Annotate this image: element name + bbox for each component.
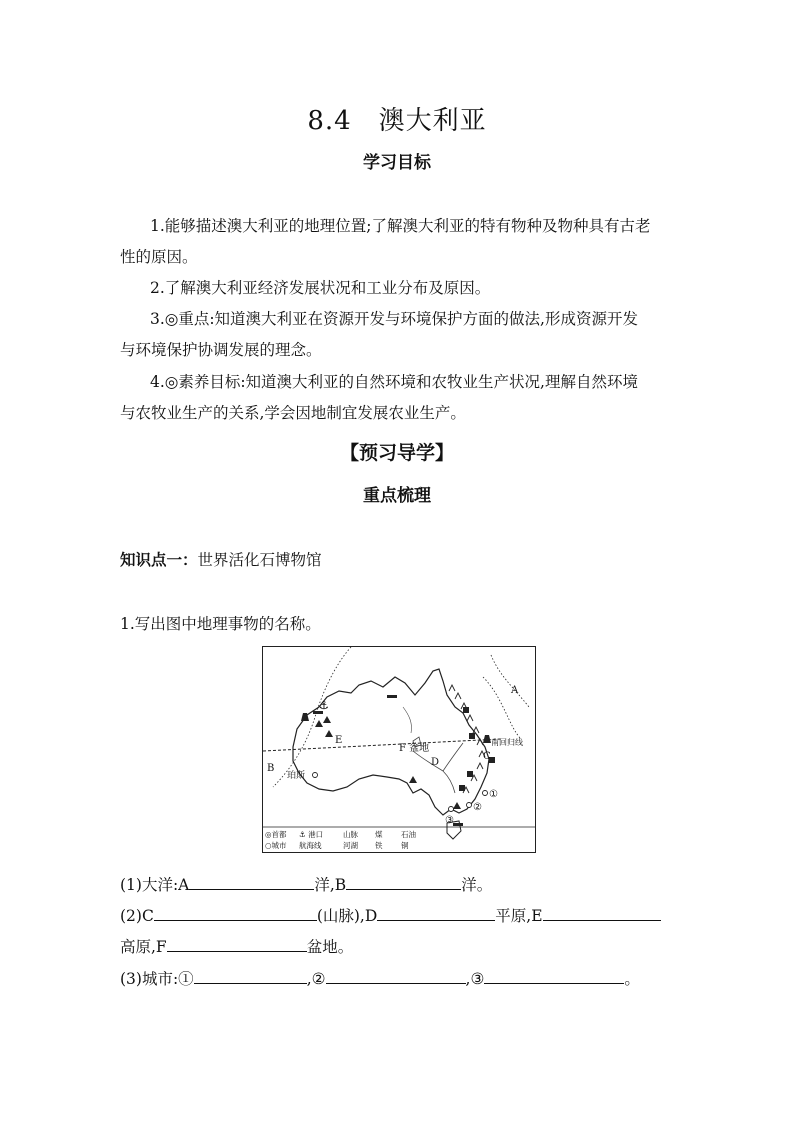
answer-1 [120,873,492,895]
svg-text:石油: 石油 [401,830,416,839]
answer-3-suffix: 。 [624,970,640,988]
svg-text:○城市: ○城市 [265,841,287,850]
objective-1-line2: 性的原因。 [120,248,198,266]
blank-mountain-c[interactable] [154,904,317,921]
coal-symbols [459,707,495,791]
svg-text:铁: 铁 [375,841,383,850]
label-e: E [335,735,343,746]
svg-text:航海线: 航海线 [299,841,322,850]
svg-text:河湖: 河湖 [343,841,358,850]
answer-1-mid: 洋,B [314,876,347,894]
city-perth [313,773,318,778]
objective-2 [120,273,676,304]
label-b: B [267,763,275,774]
svg-text:◎首都: ◎首都 [265,830,287,839]
answer-2b-prefix: 高原,F [120,938,167,956]
answer-2-prefix: (2)C [120,907,154,925]
label-d: D [431,757,440,768]
label-c: C [483,751,491,762]
svg-text:煤: 煤 [375,830,383,839]
city-2 [467,803,472,808]
answer-2 [120,904,661,926]
learning-objectives-heading: 学习目标 [363,153,431,173]
svg-text:山脉: 山脉 [343,830,358,839]
label-city-2: ② [473,802,482,813]
svg-text:⚓ 港口: ⚓ 港口 [299,830,324,839]
blank-plain-d[interactable] [377,904,495,921]
objective-4-line1: 4.◎素养目标:知道澳大利亚的自然环境和农牧业生产状况,理解自然环境 [150,373,638,391]
port-anchor-icon: ⚓ [319,699,329,712]
knowledge-point-label: 知识点一： [120,550,198,569]
australia-map [262,646,536,853]
sea-route-west [273,647,351,787]
answer-3-mid1: ,② [306,970,326,988]
river-darling [443,743,463,771]
objective-4 [120,367,676,429]
blank-city-3[interactable] [484,967,624,984]
answer-2b [120,935,353,957]
oil-symbols [301,713,491,743]
blank-city-1[interactable] [194,967,307,984]
objective-4-line2: 与农牧业生产的关系,学会因地制宜发展农业生产。 [120,404,466,422]
tropic-line [263,739,501,751]
iron-symbols [315,716,461,809]
answer-3-mid2: ,③ [465,970,485,988]
blank-ocean-b[interactable] [346,873,461,890]
label-city-3: ③ [445,815,454,826]
knowledge-point-topic: 世界活化石博物馆 [197,551,322,569]
inland-river [403,707,412,733]
page-title: 8.4 澳大利亚 [307,106,487,136]
blank-plateau-e[interactable] [543,904,661,921]
map-legend [263,827,535,850]
answer-1-prefix: (1)大洋:A [120,876,190,894]
label-a: A [511,685,519,696]
australia-outline [293,669,489,815]
answer-1-suffix: 洋。 [461,876,493,894]
objective-1 [120,211,676,273]
answer-2-mid1: (山脉),D [316,907,378,925]
label-city-1: ① [489,789,498,800]
section-heading: 【预习导学】 [339,442,454,464]
blank-city-2[interactable] [326,967,466,984]
svg-text:铜: 铜 [401,841,409,850]
answer-3 [120,967,640,989]
objective-3-line2: 与环境保护协调发展的理念。 [120,341,322,359]
objective-2-line1: 2.了解澳大利亚经济发展状况和工业分布及原因。 [150,279,491,297]
sea-route-east-2 [491,655,529,707]
objective-3 [120,304,676,366]
knowledge-point [120,548,322,570]
city-1 [483,791,488,796]
city-3 [449,807,454,812]
answer-2b-suffix: 盆地。 [306,938,354,956]
copper-symbols [313,695,463,826]
label-tropic: 南回归线 [491,738,523,747]
question-1: 1.写出图中地理事物的名称。 [120,615,321,633]
answer-3-prefix: (3)城市:① [120,970,194,988]
blank-ocean-a[interactable] [189,873,314,890]
label-perth: 珀斯 [287,771,306,781]
section-subheading: 重点梳理 [363,486,431,506]
objective-3-line1: 3.◎重点:知道澳大利亚在资源开发与环境保护方面的做法,形成资源开发 [150,310,638,328]
answer-2-mid2: 平原,E [495,907,543,925]
label-f: F 盆地 [399,743,430,754]
blank-basin-f[interactable] [167,935,307,952]
objective-1-line1: 1.能够描述澳大利亚的地理位置;了解澳大利亚的特有物种及物种具有古老 [150,217,651,235]
